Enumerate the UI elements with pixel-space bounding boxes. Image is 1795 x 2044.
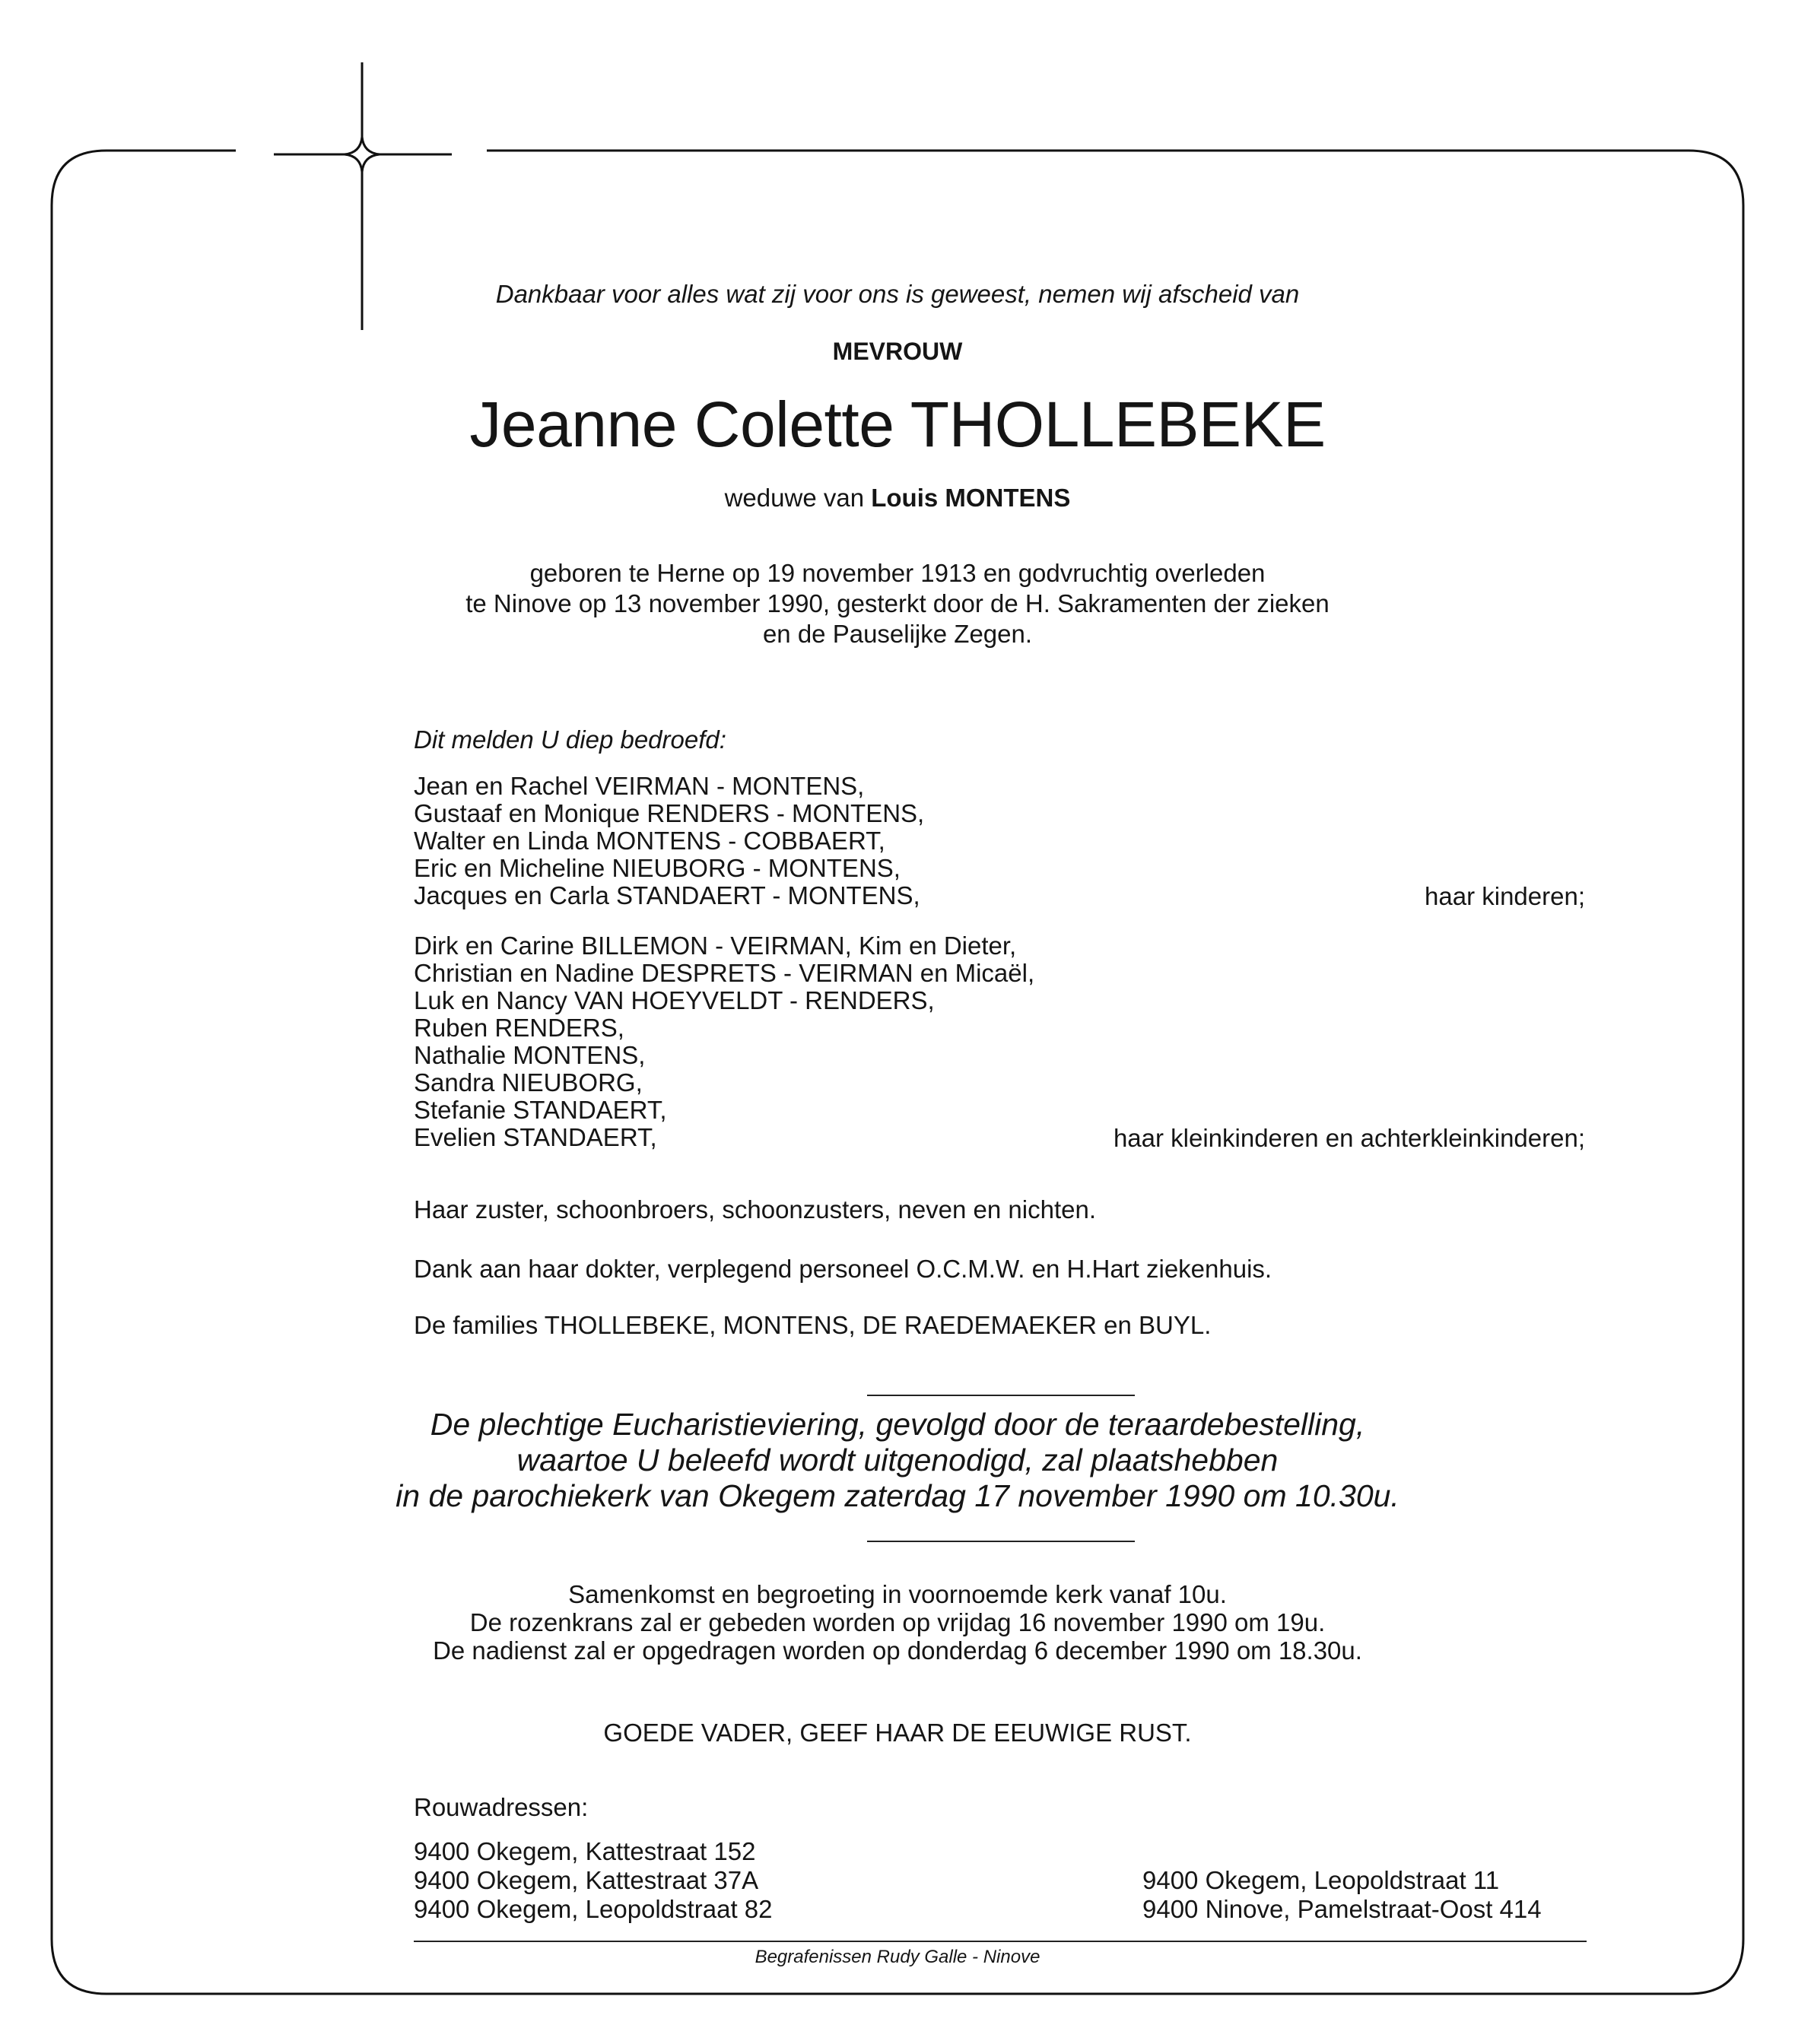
grandchildren-label: haar kleinkinderen en achterkleinkinderen; [1113, 1124, 1585, 1152]
address-item: 9400 Ninove, Pamelstraat-Oost 414 [1142, 1895, 1542, 1923]
list-item: Evelien STANDAERT, [414, 1123, 657, 1151]
info-line: De nadienst zal er opgedragen worden op donderdag 6 december 1990 om 18.30u. [433, 1636, 1362, 1665]
mass-announcement [0, 1407, 1795, 1514]
addresses-label: Rouwadressen: [414, 1793, 589, 1821]
families-text: De families THOLLEBEKE, MONTENS, DE RAEDEMAEKER en BUYL. [414, 1311, 1212, 1339]
list-item: Dirk en Carine BILLEMON - VEIRMAN, Kim en Dieter, [414, 932, 1017, 960]
widow-name: Louis MONTENS [871, 484, 1071, 512]
deceased-name: Jeanne Colette THOLLEBEKE [469, 389, 1326, 460]
widow-line [0, 484, 1795, 513]
prayer-text: GOEDE VADER, GEEF HAAR DE EEUWIGE RUST. [603, 1719, 1192, 1747]
birth-death-text [0, 558, 1795, 649]
undertaker-credit: Begrafenissen Rudy Galle - Ninove [755, 1947, 1040, 1967]
addresses-left [414, 1837, 773, 1924]
address-item: 9400 Okegem, Leopoldstraat 82 [414, 1895, 773, 1923]
addresses-right [1142, 1866, 1542, 1924]
address-item: 9400 Okegem, Kattestraat 152 [414, 1837, 756, 1865]
list-item: Nathalie MONTENS, [414, 1041, 646, 1069]
list-item: Jacques en Carla STANDAERT - MONTENS, [414, 881, 920, 909]
list-item: Ruben RENDERS, [414, 1014, 624, 1042]
grandchildren-list [414, 932, 1034, 1151]
list-item: Walter en Linda MONTENS - COBBAERT, [414, 827, 885, 855]
intro-text: Dankbaar voor alles wat zij voor ons is geweest, nemen wij afscheid van [495, 280, 1300, 308]
divider [867, 1541, 1135, 1542]
born-line: te Ninove op 13 november 1990, gesterkt door de H. Sakramenten der zieken [465, 589, 1330, 617]
footer-rule [414, 1941, 1587, 1942]
mass-line: waartoe U beleefd wordt uitgenodigd, zal plaatshebben [516, 1443, 1279, 1477]
list-item: Gustaaf en Monique RENDERS - MONTENS, [414, 799, 925, 827]
honorific: MEVROUW [832, 338, 963, 365]
info-line: Samenkomst en begroeting in voornoemde kerk vanaf 10u. [568, 1580, 1227, 1608]
list-item: Stefanie STANDAERT, [414, 1096, 667, 1124]
mass-line: De plechtige Eucharistieviering, gevolgd door de teraardebestelling, [430, 1407, 1365, 1442]
divider [867, 1395, 1135, 1396]
address-item: 9400 Okegem, Kattestraat 37A [414, 1866, 759, 1894]
address-item: 9400 Okegem, Leopoldstraat 11 [1142, 1866, 1500, 1894]
service-info [0, 1580, 1795, 1665]
list-item: Luk en Nancy VAN HOEYVELDT - RENDERS, [414, 986, 935, 1014]
info-line: De rozenkrans zal er gebeden worden op vrijdag 16 november 1990 om 19u. [469, 1608, 1326, 1636]
list-item: Jean en Rachel VEIRMAN - MONTENS, [414, 772, 865, 800]
list-item: Christian en Nadine DESPRETS - VEIRMAN en Micaël, [414, 959, 1035, 987]
thanks-text: Dank aan haar dokter, verplegend personeel O.C.M.W. en H.Hart ziekenhuis. [414, 1255, 1272, 1283]
list-item: Eric en Micheline NIEUBORG - MONTENS, [414, 854, 901, 882]
born-line: geboren te Herne op 19 november 1913 en godvruchtig overleden [529, 559, 1266, 587]
children-label: haar kinderen; [1425, 882, 1585, 910]
announce-label: Dit melden U diep bedroefd: [414, 725, 726, 754]
mass-line: in de parochiekerk van Okegem zaterdag 17 november 1990 om 10.30u. [396, 1478, 1399, 1513]
relatives-text: Haar zuster, schoonbroers, schoonzusters, neven en nichten. [414, 1195, 1097, 1224]
list-item: Sandra NIEUBORG, [414, 1068, 643, 1097]
born-line: en de Pauselijke Zegen. [762, 620, 1033, 648]
children-list [414, 773, 924, 909]
widow-prefix: weduwe van [724, 484, 865, 512]
